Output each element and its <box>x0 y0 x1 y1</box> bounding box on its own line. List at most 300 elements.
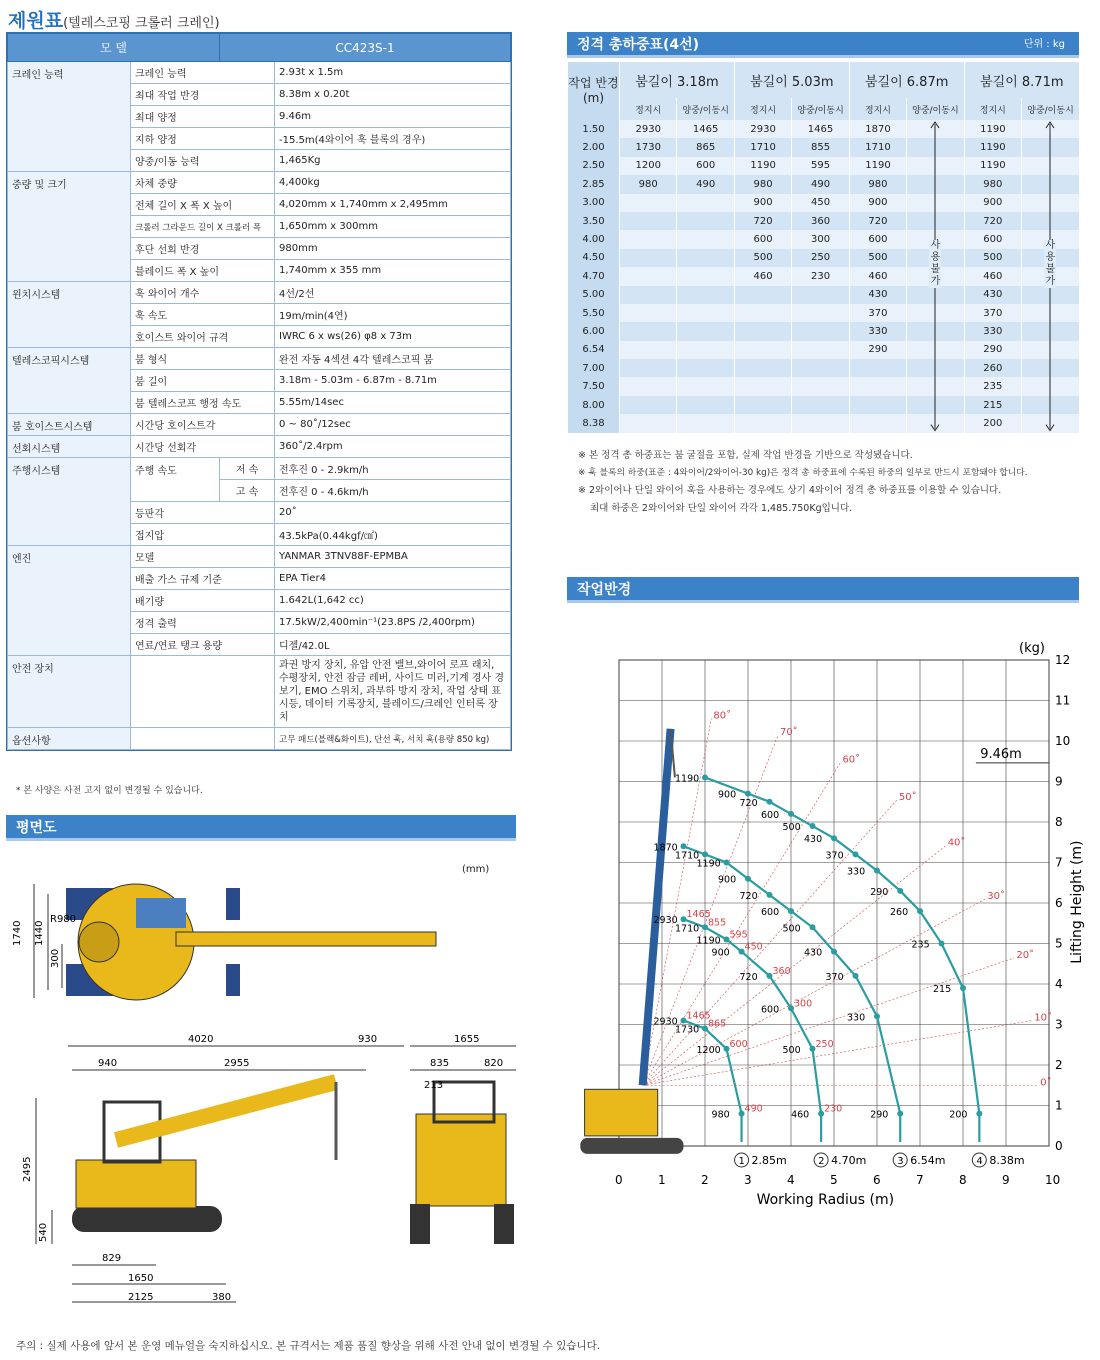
y-tick-label: 7 <box>1055 855 1063 870</box>
load-cell <box>734 377 791 395</box>
track-top-end <box>226 888 240 920</box>
winch <box>79 922 119 962</box>
spec-value: 4선/2선 <box>275 282 511 304</box>
angle-label: 30˚ <box>987 890 1005 902</box>
static-load-label: 460 <box>791 1109 810 1121</box>
static-load-label: 600 <box>761 1004 780 1016</box>
static-load-label: 2930 <box>653 915 678 927</box>
angle-label: 70˚ <box>779 727 798 739</box>
dim-940: 940 <box>98 1058 118 1069</box>
boom-point <box>917 908 923 914</box>
load-cell: 260 <box>964 359 1021 377</box>
radius-cell: 2.50 <box>568 157 620 175</box>
spec-table <box>7 33 511 750</box>
boom-point <box>831 949 837 955</box>
load-cell <box>792 322 849 340</box>
boom-point <box>810 823 816 829</box>
boom-point <box>702 851 708 857</box>
boom-marker-label: 8.38m <box>989 1154 1025 1167</box>
spec-category: 엔진 <box>8 546 131 656</box>
load-cell: 500 <box>849 249 906 267</box>
sub-header-static: 정지시 <box>849 98 906 120</box>
boom-point <box>767 892 773 898</box>
load-cell: 250 <box>792 249 849 267</box>
boom-side <box>116 1082 336 1140</box>
y-tick-label: 10 <box>1055 734 1071 748</box>
static-load-label: 1190 <box>675 773 700 785</box>
dim-213: 213 <box>424 1080 444 1091</box>
radius-cell: 5.00 <box>568 286 620 304</box>
spec-item: 붐 형식 <box>131 348 275 370</box>
load-cell: 200 <box>964 414 1021 432</box>
dim-540: 540 <box>38 1222 49 1242</box>
load-cell: 600 <box>964 230 1021 248</box>
moving-load-label: 595 <box>729 929 748 941</box>
spec-item: 정격 출력 <box>131 612 275 634</box>
spec-value: 1,650mm x 300mm <box>275 216 511 238</box>
static-load-label: 980 <box>711 1109 730 1121</box>
angle-label: 50˚ <box>898 791 917 803</box>
radius-cell: 3.00 <box>568 194 620 212</box>
sub-header-static: 정지시 <box>620 98 677 120</box>
load-cell <box>792 414 849 432</box>
load-table-bar: 정격 총하중표(4선) 단위 : kg <box>567 32 1079 58</box>
spec-item: 등판각 <box>131 502 275 524</box>
boom-marker-label: 6.54m <box>910 1154 946 1167</box>
load-cell <box>620 230 677 248</box>
load-cell: 1190 <box>964 157 1021 175</box>
spec-value: YANMAR 3TNV88F-EPMBA <box>275 546 511 568</box>
load-cell <box>677 396 734 414</box>
boom-point <box>831 835 837 841</box>
load-cell <box>734 359 791 377</box>
rear-body <box>416 1114 506 1206</box>
dim-4020: 4020 <box>188 1034 214 1045</box>
load-cell <box>734 322 791 340</box>
load-cell: 980 <box>849 175 906 193</box>
radius-cell: 3.50 <box>568 212 620 230</box>
load-cell <box>792 286 849 304</box>
static-load-label: 1710 <box>675 850 700 862</box>
spec-value: 전후진 0 - 2.9km/h <box>275 458 511 480</box>
spec-value: 43.5kPa(0.44kgf/㎠) <box>275 524 511 546</box>
page-subtitle: (텔레스코핑 크롤러 크레인) <box>63 16 220 31</box>
boom-marker-number: 1 <box>738 1156 745 1167</box>
spec-header-model: 모 델 <box>8 34 220 62</box>
load-cell: 900 <box>964 194 1021 212</box>
static-load-label: 600 <box>761 809 780 821</box>
radius-cell: 7.00 <box>568 359 620 377</box>
spec-item: 배기량 <box>131 590 275 612</box>
load-cell: 600 <box>734 230 791 248</box>
load-row <box>568 212 1080 230</box>
boom-point <box>960 985 966 991</box>
load-cell: 450 <box>792 194 849 212</box>
boom-curve <box>684 846 901 1113</box>
load-cell <box>620 304 677 322</box>
spec-value: IWRC 6 x ws(26) φ8 x 73m <box>275 326 511 348</box>
spec-item: 붐 텔레스코프 행정 속도 <box>131 392 275 414</box>
load-row <box>568 322 1080 340</box>
spec-value: 0 ~ 80˚/12sec <box>275 414 511 436</box>
spec-row-safety <box>8 656 511 728</box>
angle-ray <box>643 797 897 1085</box>
boom-header: 붐길이 8.71m <box>964 62 1079 98</box>
load-cell <box>792 341 849 359</box>
boom-top <box>176 932 436 946</box>
load-cell: 720 <box>734 212 791 230</box>
static-load-label: 720 <box>739 971 758 983</box>
static-load-label: 330 <box>847 1012 866 1024</box>
spec-category: 붐 호이스트시스템 <box>8 414 131 436</box>
body <box>76 1160 196 1208</box>
note-line: ※ 훅 블록의 하중(표준 : 4와이어/2와이어-30 kg)은 정격 총 하중표에 수록된 하중의 일부로 반드시 포함돼야 합니다. <box>578 467 1028 478</box>
dim-2125: 2125 <box>128 1292 154 1303</box>
static-load-label: 215 <box>933 984 952 996</box>
x-tick-label: 10 <box>1045 1173 1061 1187</box>
load-cell <box>620 322 677 340</box>
spec-row-option <box>8 728 511 750</box>
load-cell <box>734 286 791 304</box>
boom-point <box>897 888 903 894</box>
boom-header: 붐길이 3.18m <box>620 62 735 98</box>
load-cell: 1190 <box>964 138 1021 156</box>
y-tick-label: 5 <box>1055 936 1063 951</box>
moving-load-label: 865 <box>708 1018 727 1030</box>
load-cell: 430 <box>849 286 906 304</box>
load-cell: 1465 <box>792 120 849 138</box>
footer-note: 주의 : 실제 사용에 앞서 본 운영 메뉴얼을 숙지하십시오. 본 규격서는 제품 품질 향상을 위해 사전 안내 없이 변경될 수 있습니다. <box>16 1340 601 1352</box>
load-cell: 1710 <box>734 138 791 156</box>
boom-point <box>724 860 730 866</box>
angle-label: 40˚ <box>947 837 966 849</box>
spec-item: 차체 중량 <box>131 172 275 194</box>
boom-point <box>745 791 751 797</box>
load-cell: 490 <box>792 175 849 193</box>
load-cell <box>677 212 734 230</box>
load-cell <box>734 396 791 414</box>
spec-item: 붐 길이 <box>131 370 275 392</box>
spec-category: 중량 및 크기 <box>8 172 131 282</box>
load-cell <box>734 304 791 322</box>
load-row <box>568 267 1080 285</box>
sub-header-moving: 양중/이동시 <box>792 98 849 120</box>
static-load-label: 600 <box>761 907 780 919</box>
spec-value: 1,740mm x 355 mm <box>275 260 511 282</box>
spec-item: 최대 작업 반경 <box>131 84 275 106</box>
spec-row <box>8 172 511 194</box>
load-row <box>568 304 1080 322</box>
load-cell: 1190 <box>849 157 906 175</box>
plan-bar: 평면도 <box>6 815 516 841</box>
load-cell <box>677 377 734 395</box>
spec-item: 전체 길이 X 폭 X 높이 <box>131 194 275 216</box>
spec-value: 8.38m x 0.20t <box>275 84 511 106</box>
load-cell <box>734 341 791 359</box>
moving-load-label: 490 <box>744 1103 763 1115</box>
spec-value: 4,020mm x 1,740mm x 2,495mm <box>275 194 511 216</box>
moving-load-label: 300 <box>794 998 813 1010</box>
load-cell <box>620 341 677 359</box>
dim-829: 829 <box>102 1253 122 1264</box>
sub-header-moving: 양중/이동시 <box>907 98 964 120</box>
spec-category: 주행시스템 <box>8 458 131 546</box>
y-tick-label: 8 <box>1055 815 1063 829</box>
static-load-label: 370 <box>825 971 844 983</box>
static-load-label: 720 <box>739 890 758 902</box>
moving-load-label: 360 <box>772 965 791 977</box>
static-load-label: 200 <box>949 1109 968 1121</box>
x-tick-label: 9 <box>1002 1173 1010 1187</box>
y-tick-label: 0 <box>1055 1139 1063 1153</box>
angle-label: 10˚ <box>1034 1012 1052 1024</box>
static-load-label: 500 <box>782 923 801 935</box>
load-cell: 460 <box>734 267 791 285</box>
load-cell <box>677 286 734 304</box>
spec-category: 텔레스코픽시스템 <box>8 348 131 414</box>
load-cell <box>849 396 906 414</box>
x-tick-label: 5 <box>830 1173 838 1187</box>
load-cell <box>677 249 734 267</box>
load-cell: 600 <box>677 157 734 175</box>
radius-chart <box>567 630 1099 1210</box>
load-cell <box>677 267 734 285</box>
y-axis-label: Lifting Height (m) <box>1069 840 1085 964</box>
spec-item: 접지압 <box>131 524 275 546</box>
dim-835: 835 <box>430 1058 450 1069</box>
load-cell <box>792 359 849 377</box>
load-cell: 370 <box>849 304 906 322</box>
radius-cell: 2.85 <box>568 175 620 193</box>
boom-point <box>681 843 687 849</box>
x-tick-label: 3 <box>744 1173 752 1187</box>
load-cell: 720 <box>849 212 906 230</box>
y-tick-label: 2 <box>1055 1058 1063 1072</box>
x-tick-label: 4 <box>787 1173 795 1187</box>
load-cell: 720 <box>964 212 1021 230</box>
spec-value: -15.5m(4와이어 훅 블록의 경우) <box>275 128 511 150</box>
spec-subitem: 저 속 <box>220 458 275 480</box>
load-cell <box>620 212 677 230</box>
top-view <box>66 884 436 1000</box>
moving-load-label: 450 <box>744 941 763 953</box>
load-cell: 235 <box>964 377 1021 395</box>
static-load-label: 500 <box>782 822 801 834</box>
load-cell: 1710 <box>849 138 906 156</box>
spec-item: 주행 속도 <box>131 458 220 502</box>
load-cell: 460 <box>849 267 906 285</box>
static-load-label: 290 <box>870 1109 889 1121</box>
spec-item: 모델 <box>131 546 275 568</box>
radius-bar: 작업반경 <box>567 577 1079 603</box>
radius-cell: 8.38 <box>568 414 620 432</box>
load-row <box>568 286 1080 304</box>
spec-value: 4,400kg <box>275 172 511 194</box>
load-row <box>568 414 1080 432</box>
dim-820: 820 <box>484 1058 504 1069</box>
spec-value: 17.5kW/2,400min⁻¹(23.8PS /2,400rpm) <box>275 612 511 634</box>
spec-value: 과권 방지 장치, 유압 안전 밸브,와이어 로프 래치, 수평장치, 안전 잠금 레버, 사이드 미러,기계 경사 경보기, EMO 스위치, 과부하 방지 장치, 작업 상태 표시등, 데이터 기록장치, 블레이드/크레인 인터록 장치 <box>275 656 511 728</box>
load-cell <box>849 377 906 395</box>
dim-1655: 1655 <box>454 1034 480 1045</box>
radius-cell: 1.50 <box>568 120 620 138</box>
moving-load-label: 1465 <box>686 1010 711 1022</box>
load-row <box>568 120 1080 138</box>
boom-point <box>788 908 794 914</box>
spec-row <box>8 62 511 84</box>
boom-marker-number: 3 <box>897 1156 904 1167</box>
static-load-label: 235 <box>911 939 930 951</box>
boom-point <box>874 868 880 874</box>
radius-cell: 2.00 <box>568 138 620 156</box>
spec-row <box>8 348 511 370</box>
load-cell <box>849 359 906 377</box>
load-cell <box>734 414 791 432</box>
radius-cell: 6.54 <box>568 341 620 359</box>
spec-item: 최대 양정 <box>131 106 275 128</box>
angle-label: 0˚ <box>1040 1077 1052 1089</box>
unit-label: 단위 : kg <box>1023 39 1065 50</box>
load-row <box>568 175 1080 193</box>
x-tick-label: 2 <box>701 1173 709 1187</box>
dim-300: 300 <box>50 948 61 968</box>
spec-row <box>8 458 511 480</box>
static-load-label: 1710 <box>675 923 700 935</box>
sub-header-moving: 양중/이동시 <box>677 98 734 120</box>
dim-2495: 2495 <box>22 1156 33 1182</box>
spec-row <box>8 282 511 304</box>
spec-row <box>8 414 511 436</box>
static-load-label: 500 <box>782 1044 801 1056</box>
y-tick-label: 12 <box>1055 653 1071 667</box>
static-load-label: 330 <box>847 866 866 878</box>
boom-point <box>745 876 751 882</box>
load-row <box>568 359 1080 377</box>
spec-item: 호이스트 와이어 규격 <box>131 326 275 348</box>
radius-cell: 4.00 <box>568 230 620 248</box>
load-cell: 500 <box>734 249 791 267</box>
spec-value: 9.46m <box>275 106 511 128</box>
load-cell: 980 <box>734 175 791 193</box>
spec-row <box>8 436 511 458</box>
load-cell: 2930 <box>734 120 791 138</box>
load-cell: 900 <box>849 194 906 212</box>
spec-value: 디젤/42.0L <box>275 634 511 656</box>
spec-item: 훅 와이어 개수 <box>131 282 275 304</box>
moving-load-label: 855 <box>708 917 727 929</box>
load-cell: 500 <box>964 249 1021 267</box>
note-line: ※ 2와이어나 단일 와이어 훅을 사용하는 경우에도 상기 4와이어 정격 총 하중표를 이용할 수 있습니다. <box>578 485 1002 496</box>
spec-item: 크롤러 그라운드 길이 X 크롤러 폭 <box>131 216 275 238</box>
load-cell <box>677 304 734 322</box>
radius-cell: 7.50 <box>568 377 620 395</box>
load-cell <box>677 194 734 212</box>
x-tick-label: 8 <box>959 1173 967 1187</box>
load-cell: 980 <box>620 175 677 193</box>
unit-label: (kg) <box>1019 641 1045 656</box>
load-cell <box>792 304 849 322</box>
dim-2955: 2955 <box>224 1058 250 1069</box>
load-cell: 300 <box>792 230 849 248</box>
boom-header: 붐길이 5.03m <box>734 62 849 98</box>
spec-value: 3.18m - 5.03m - 6.87m - 8.71m <box>275 370 511 392</box>
crane-crawler <box>580 1138 683 1154</box>
boom-point <box>853 851 859 857</box>
boom-point <box>702 774 708 780</box>
load-cell <box>620 249 677 267</box>
spec-value: 19m/min(4연) <box>275 304 511 326</box>
spec-item: 블레이드 폭 X 높이 <box>131 260 275 282</box>
static-load-label: 1200 <box>696 1044 721 1056</box>
y-tick-label: 6 <box>1055 896 1063 910</box>
spec-value: 980mm <box>275 238 511 260</box>
dim-1650: 1650 <box>128 1273 154 1284</box>
spec-item: 후단 선회 반경 <box>131 238 275 260</box>
x-axis-label: Working Radius (m) <box>756 1192 895 1208</box>
sub-header-static: 정지시 <box>964 98 1021 120</box>
spec-category: 선회시스템 <box>8 436 131 458</box>
rear-track-right <box>494 1204 514 1244</box>
boom-marker-label: 2.85m <box>751 1154 787 1167</box>
static-load-label: 900 <box>718 789 737 801</box>
boom-point <box>767 799 773 805</box>
load-cell: 1870 <box>849 120 906 138</box>
load-cell <box>620 267 677 285</box>
load-cell <box>677 341 734 359</box>
sub-header-moving: 양중/이동시 <box>1022 98 1079 120</box>
static-load-label: 370 <box>825 850 844 862</box>
y-tick-label: 9 <box>1055 774 1063 789</box>
rear-track-left <box>410 1204 430 1244</box>
load-cell: 595 <box>792 157 849 175</box>
spec-value: 1,465Kg <box>275 150 511 172</box>
load-cell: 600 <box>849 230 906 248</box>
boom-point <box>810 924 816 930</box>
load-cell <box>620 377 677 395</box>
dim-930: 930 <box>358 1034 378 1045</box>
boom-point <box>939 941 945 947</box>
spec-value: 고무 패드(블랙&화이트), 단선 훅, 서치 훅(용량 850 kg) <box>275 728 511 750</box>
spec-category: 크레인 능력 <box>8 62 131 172</box>
static-load-label: 430 <box>804 834 823 846</box>
angle-label: 60˚ <box>842 754 861 766</box>
crawler <box>72 1206 222 1232</box>
load-cell: 490 <box>677 175 734 193</box>
spec-category: 옵션사항 <box>8 728 131 750</box>
x-tick-label: 7 <box>916 1173 924 1187</box>
spec-value: 1.642L(1,642 cc) <box>275 590 511 612</box>
moving-load-label: 230 <box>824 1103 843 1115</box>
spec-subitem: 고 속 <box>220 480 275 502</box>
boom-marker-number: 2 <box>818 1156 825 1167</box>
load-row <box>568 138 1080 156</box>
angle-label: 20˚ <box>1016 949 1035 961</box>
spec-note: * 본 사양은 사전 고지 없이 변경될 수 있습니다. <box>16 786 203 796</box>
load-cell <box>849 414 906 432</box>
spec-value: EPA Tier4 <box>275 568 511 590</box>
note-line: 최대 하중은 2와이어와 단일 와이어 각각 1,485.750Kg입니다. <box>590 502 853 514</box>
load-cell <box>677 230 734 248</box>
spec-item: 시간당 선회각 <box>131 436 275 458</box>
static-load-label: 1190 <box>696 935 721 947</box>
spec-value: 360˚/2.4rpm <box>275 436 511 458</box>
track-bottom-end <box>226 964 240 996</box>
plan-drawing <box>6 870 526 1320</box>
y-tick-label: 3 <box>1055 1017 1063 1032</box>
load-row <box>568 157 1080 175</box>
crane-boom <box>643 729 671 1085</box>
moving-load-label: 1465 <box>686 909 711 921</box>
